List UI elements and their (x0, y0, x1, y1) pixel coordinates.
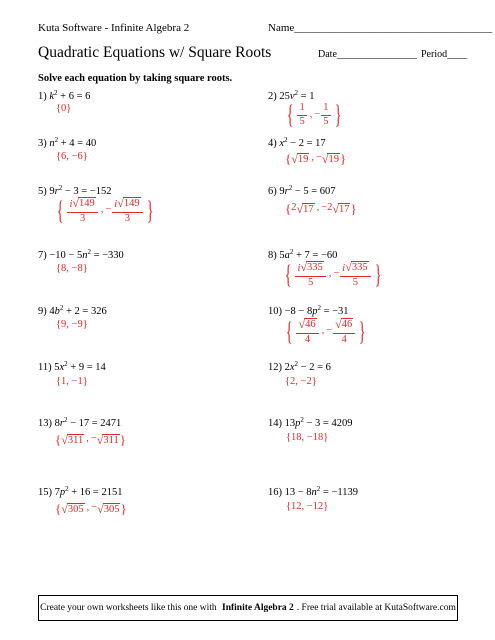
coefficient: 2 (284, 362, 290, 373)
exponent: 2 (58, 184, 63, 192)
left-brace: { (286, 100, 294, 129)
name-field (268, 22, 492, 34)
variable: x (279, 138, 285, 149)
left-brace: { (284, 259, 292, 289)
equation-rest: + 9 = 14 (67, 362, 106, 373)
problem-10 (268, 306, 349, 317)
equation-rest: = 1 (298, 91, 315, 102)
problem-3 (38, 138, 96, 149)
imaginary-unit: i (114, 199, 118, 210)
denominator: 3 (124, 212, 131, 224)
footer-product: Infinite Algebra 2 (222, 603, 294, 613)
equation-rest: + 7 = −60 (293, 250, 338, 261)
problem-number: 11) (38, 362, 52, 373)
coefficient: 25 (279, 91, 290, 102)
radicand: 335 (307, 262, 323, 273)
problem-number: 15) (38, 487, 52, 498)
instructions: Solve each equation by taking square roots. (38, 73, 233, 84)
left-brace: { (55, 501, 62, 516)
exponent: 2 (59, 304, 64, 312)
problem-number: 5) (38, 186, 47, 197)
equation-rest: − 3 = 4209 (303, 418, 353, 429)
answer-text: {1, −1} (56, 376, 88, 387)
exponent: 2 (87, 248, 91, 256)
numerator: √ 46 (296, 318, 318, 334)
answer-14 (286, 433, 328, 444)
variable: k (49, 91, 55, 102)
radical: √ 19 (321, 151, 339, 166)
coefficient: 2 (291, 202, 297, 214)
variable: x (289, 362, 295, 373)
exponent: 2 (54, 89, 58, 97)
coefficient: 5 (54, 362, 60, 373)
answer-5: { i √ 149 3 , − i √ 149 3 } (56, 195, 154, 225)
answer-1 (56, 104, 71, 115)
left-brace: { (55, 432, 62, 447)
equation-rest: − 17 = 2471 (67, 418, 122, 429)
problem-number: 10) (268, 306, 282, 317)
answer-8: { i √ 335 5 , − i √ 335 5 } (284, 259, 382, 289)
answer-text: {18, −18} (286, 432, 329, 443)
fraction (340, 261, 370, 288)
problem-13 (38, 418, 121, 429)
date-field (318, 49, 417, 60)
fraction (112, 197, 142, 224)
answer-2: { $\frac{1}{5}$ , − $\frac{1}{5}$ } (286, 100, 342, 129)
variable: r (284, 186, 289, 197)
equation-rest: − 3 = −152 (62, 186, 112, 197)
negative-sign: − (333, 268, 340, 280)
right-brace: } (350, 201, 357, 216)
period-field (421, 49, 467, 60)
variable: a (284, 250, 290, 261)
problem-9 (38, 306, 107, 317)
answer-9 (56, 320, 88, 331)
radicand: 335 (351, 262, 368, 273)
date-line: ________________ (336, 49, 417, 60)
radicand: 149 (123, 198, 140, 209)
problem-number: 8) (268, 250, 277, 261)
answer-text: {8, −8} (56, 263, 88, 274)
numerator: 1 (297, 103, 306, 116)
problem-number: 12) (268, 362, 282, 373)
problem-number: 2) (268, 91, 277, 102)
equation-rest: − 2 = 17 (287, 138, 326, 149)
coefficient: 13 (284, 418, 296, 429)
left-brace: { (56, 195, 64, 225)
exponent: 2 (288, 184, 293, 192)
period-label: Period (421, 49, 448, 60)
imaginary-unit: i (297, 263, 301, 274)
problem-14 (268, 418, 352, 429)
answer-10: { √ 46 4 , − √ 46 4 } (285, 316, 366, 346)
denominator: 5 (352, 276, 359, 288)
coefficient: 2 (327, 202, 333, 214)
problem-number: 1) (38, 91, 47, 102)
radicand: 305 (103, 503, 120, 515)
radicand: 46 (341, 319, 353, 330)
variable: p (59, 487, 66, 498)
radical: √ 19 (291, 151, 309, 166)
footer-banner (38, 595, 458, 621)
answer-4: { √ 19 , − √ 19 } (285, 151, 347, 166)
negative-sign: − (90, 433, 97, 445)
answer-text: {0} (56, 103, 72, 114)
coefficient: −8 − 8 (284, 306, 313, 317)
problem-7 (38, 250, 124, 261)
coefficient: 7 (54, 487, 60, 498)
answer-13: { √ 311 , − √ 311 } (55, 432, 126, 447)
radicand: 149 (79, 198, 95, 209)
fraction (321, 103, 330, 127)
negative-sign: − (314, 108, 321, 120)
exponent: 2 (65, 485, 69, 493)
imaginary-unit: i (69, 199, 73, 210)
negative-sign: − (91, 502, 98, 514)
radicand: 19 (328, 153, 339, 165)
variable: b (54, 306, 60, 317)
equation-rest: + 16 = 2151 (68, 487, 123, 498)
right-brace: } (119, 432, 126, 447)
right-brace: } (120, 501, 127, 516)
answer-text: {6, −6} (56, 151, 88, 162)
problem-1 (38, 91, 90, 102)
exponent: 2 (300, 416, 304, 424)
negative-sign: − (321, 202, 328, 214)
problem-number: 7) (38, 250, 47, 261)
problem-15 (38, 487, 122, 498)
problem-number: 14) (268, 418, 282, 429)
radical: √ 311 (96, 432, 119, 447)
denominator: 5 (299, 115, 305, 127)
exponent: 2 (64, 360, 68, 368)
problem-12 (268, 362, 331, 373)
right-brace: } (359, 316, 366, 346)
variable: n (49, 138, 55, 149)
answer-6: { 2 √ 17 , − 2 √ 17 } (285, 201, 357, 216)
answer-12 (285, 377, 317, 388)
numerator: 1 (321, 103, 330, 116)
problem-number: 13) (38, 418, 52, 429)
variable: r (59, 418, 64, 429)
negative-sign: − (315, 152, 322, 164)
equation-rest: + 4 = 40 (58, 138, 97, 149)
denominator: 3 (79, 212, 86, 224)
variable: n (82, 250, 88, 261)
coefficient: 4 (49, 306, 55, 317)
problem-11 (38, 362, 106, 373)
fraction (67, 197, 97, 224)
radicand: 311 (103, 434, 119, 446)
numerator: i √ 335 (295, 261, 325, 277)
numerator: i √ 149 (112, 197, 142, 213)
equation-rest: = −1139 (320, 487, 359, 498)
period-line: ____ (447, 49, 468, 60)
radical: √ 17 (296, 201, 314, 216)
answer-11 (56, 377, 88, 388)
exponent: 2 (316, 485, 321, 493)
answer-16 (286, 502, 328, 513)
equation-rest: + 2 = 326 (63, 306, 107, 317)
problem-4 (268, 138, 326, 149)
right-brace: } (339, 151, 347, 166)
variable: p (295, 418, 301, 429)
exponent: 2 (284, 136, 288, 144)
radicand: 17 (338, 203, 350, 215)
exponent: 2 (317, 304, 321, 312)
right-brace: } (334, 100, 342, 129)
answer-text: {2, −2} (285, 376, 317, 387)
name-line: ____________________________________ (294, 22, 493, 34)
denominator: 5 (323, 115, 329, 127)
answer-text: {9, −9} (56, 319, 88, 330)
denominator: 5 (307, 276, 314, 288)
radical: √ 311 (61, 432, 84, 447)
publisher-label: Kuta Software - Infinite Algebra 2 (38, 22, 190, 34)
coefficient: 9 (279, 186, 285, 197)
problem-number: 16) (268, 487, 282, 498)
radicand: 19 (297, 153, 309, 165)
fraction (333, 318, 355, 345)
coefficient: 13 − 8 (284, 487, 312, 498)
radicand: 17 (303, 203, 314, 215)
imaginary-unit: i (342, 263, 346, 274)
exponent: 2 (294, 89, 299, 97)
variable: r (54, 186, 59, 197)
fraction (295, 261, 325, 288)
name-label: Name (268, 22, 295, 34)
exponent: 2 (63, 416, 68, 424)
problem-6 (268, 186, 336, 197)
fraction (297, 103, 306, 127)
exponent: 2 (294, 360, 299, 368)
radical: √ 305 (61, 501, 84, 516)
variable: n (311, 487, 317, 498)
equation-rest: + 6 = 6 (57, 91, 91, 102)
problem-16 (268, 487, 358, 498)
coefficient: 8 (54, 418, 60, 429)
answer-15: { √ 305 , − √ 305 } (55, 501, 127, 516)
denominator: 4 (341, 333, 347, 345)
problem-number: 3) (38, 138, 47, 149)
radicand: 311 (67, 434, 84, 446)
coefficient: 5 (279, 250, 285, 261)
answer-7 (56, 264, 88, 275)
variable: v (289, 91, 295, 102)
variable: x (59, 362, 65, 373)
footer-prefix: Create your own worksheets like this one with (40, 603, 217, 613)
left-brace: { (285, 151, 292, 166)
numerator: i √ 149 (67, 197, 97, 213)
equation-rest: − 2 = 6 (298, 362, 331, 373)
negative-sign: − (105, 204, 112, 216)
exponent: 2 (54, 136, 59, 144)
right-brace: } (146, 195, 154, 225)
problem-number: 9) (38, 306, 47, 317)
coefficient: 9 (49, 186, 55, 197)
numerator: i √ 335 (340, 261, 370, 277)
denominator: 4 (304, 333, 311, 345)
radical: √ 17 (332, 201, 350, 216)
page-title: Quadratic Equations w/ Square Roots (38, 44, 272, 61)
answer-3 (56, 152, 88, 163)
problem-number: 4) (268, 138, 277, 149)
exponent: 2 (289, 248, 294, 256)
right-brace: } (374, 259, 382, 289)
equation-rest: − 5 = 607 (292, 186, 336, 197)
answer-text: {12, −12} (286, 501, 329, 512)
radicand: 305 (67, 503, 84, 515)
variable: p (312, 306, 318, 317)
footer-suffix: . Free trial available at KutaSoftware.com (296, 603, 456, 613)
numerator: √ 46 (333, 318, 355, 334)
coefficient: −10 − 5 (49, 250, 83, 261)
negative-sign: − (326, 325, 333, 337)
equation-rest: = −330 (90, 250, 124, 261)
equation-rest: = −31 (320, 306, 349, 317)
date-label: Date (318, 49, 337, 60)
left-brace: { (285, 316, 293, 346)
radical: √ 305 (97, 501, 120, 516)
problem-number: 6) (268, 186, 277, 197)
fraction (296, 318, 318, 345)
left-brace: { (285, 201, 292, 216)
radicand: 46 (305, 319, 316, 330)
